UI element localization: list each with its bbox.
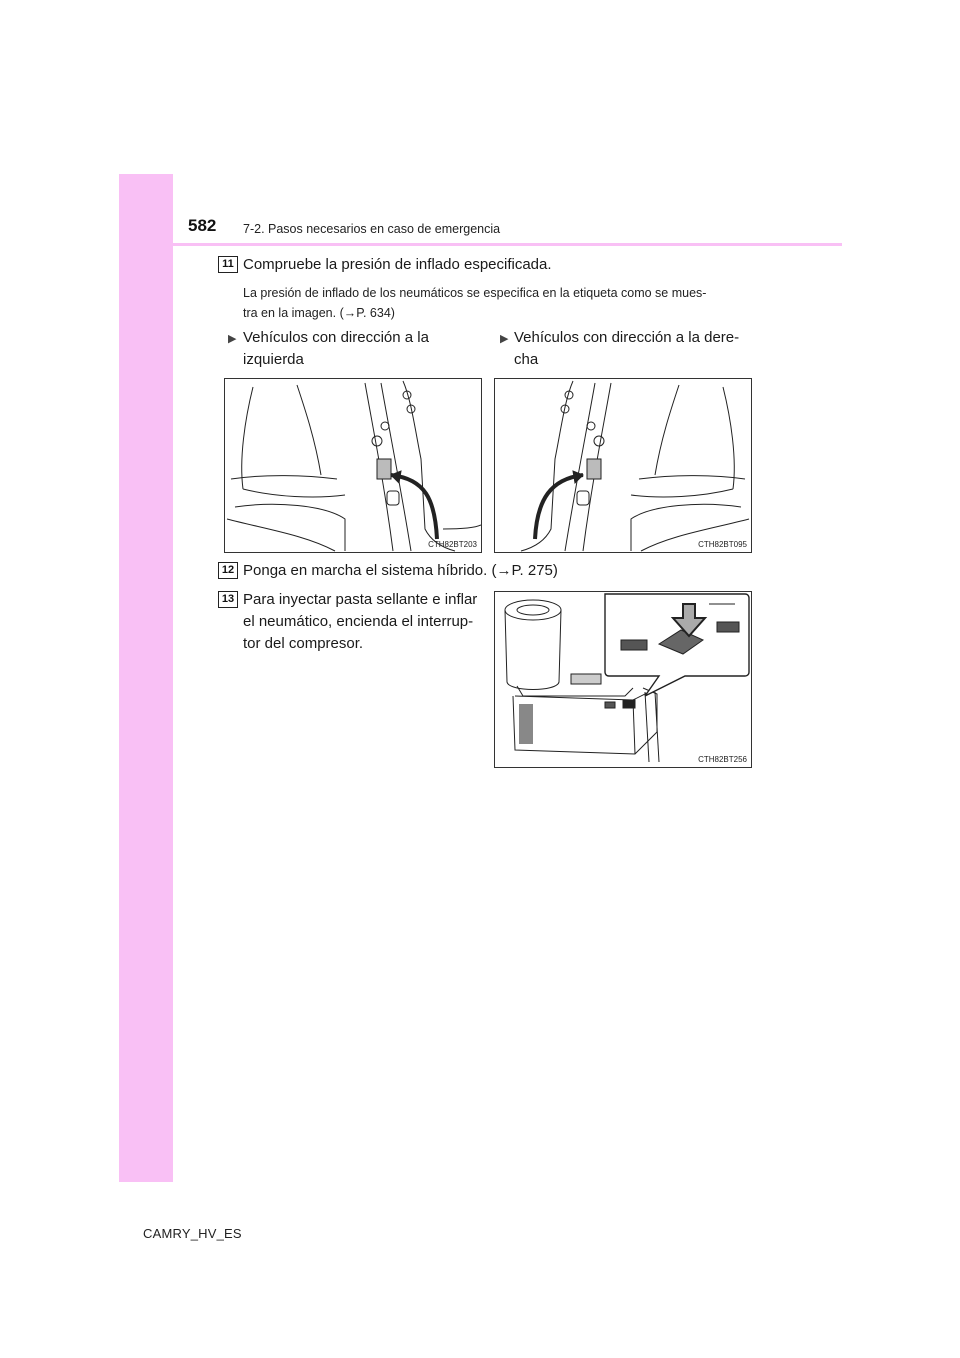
seat-pillar-illustration-left — [225, 379, 481, 552]
figure-left-hand-drive — [224, 378, 482, 553]
bullet-left-line-1: Vehículos con dirección a la — [243, 329, 429, 346]
right-triangle-icon: ▶ — [500, 333, 509, 345]
figure-compressor — [494, 591, 752, 768]
step-13-text-line-3: tor del compresor. — [243, 635, 364, 652]
step-11-note-line-1: La presión de inflado de los neumáticos se especifica en la etiqueta como se mues- — [243, 286, 707, 300]
chapter-side-bar — [119, 174, 173, 1182]
step-13-badge: 13 — [218, 591, 238, 608]
bullet-left-line-2: izquierda — [243, 351, 304, 368]
figure-right-hand-drive — [494, 378, 752, 553]
step-11-note-line-2: tra en la imagen. (→P. 634) — [243, 306, 395, 320]
page-number: 582 — [188, 216, 217, 235]
figure-code-right: CTH82BT095 — [698, 540, 747, 549]
figure-code-compressor: CTH82BT256 — [698, 755, 747, 764]
step-11-badge: 11 — [218, 256, 238, 273]
step-13-text-line-2: el neumático, encienda el interrup- — [243, 613, 474, 630]
section-title: 7-2. Pasos necesarios en caso de emergencia — [243, 222, 501, 236]
right-triangle-icon: ▶ — [228, 333, 237, 345]
step-13-text-line-1: Para inyectar pasta sellante e inflar — [243, 591, 478, 608]
step-11-text: Compruebe la presión de inflado especificada. — [243, 256, 552, 273]
step-12-text: Ponga en marcha el sistema híbrido. (→P. 275) — [243, 562, 558, 579]
compressor-illustration — [495, 592, 751, 767]
header-rule — [119, 243, 842, 246]
step-12-badge: 12 — [218, 562, 238, 579]
bullet-right-line-1: Vehículos con dirección a la dere- — [514, 329, 740, 346]
bullet-right-line-2: cha — [514, 351, 539, 368]
seat-pillar-illustration-right — [495, 379, 751, 552]
figure-code-left: CTH82BT203 — [428, 540, 477, 549]
document-code: CAMRY_HV_ES — [143, 1226, 242, 1241]
